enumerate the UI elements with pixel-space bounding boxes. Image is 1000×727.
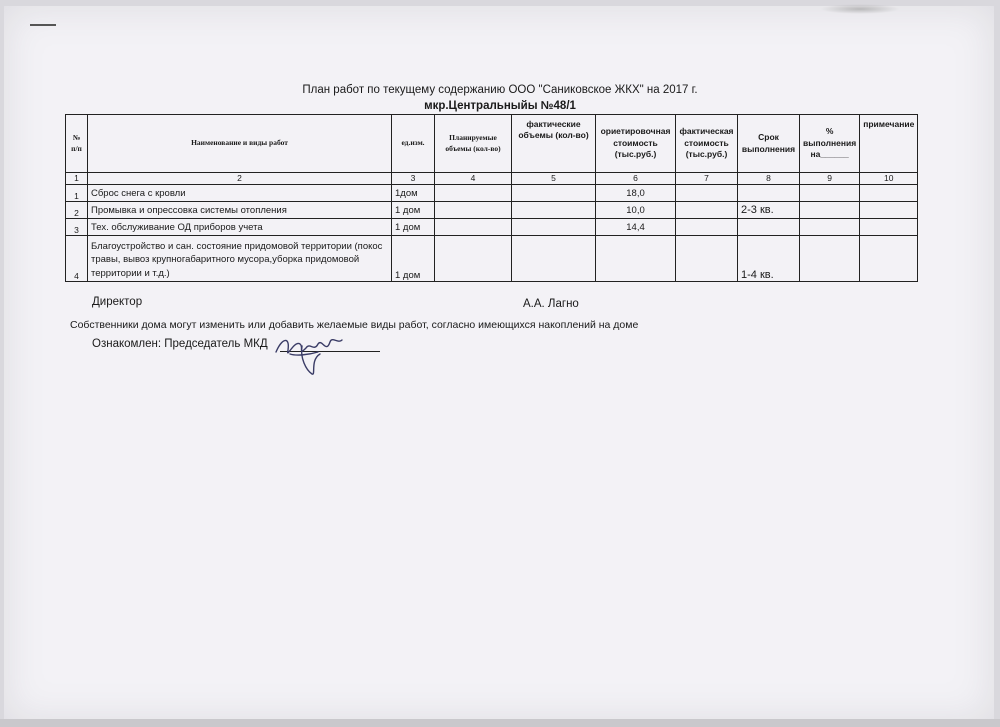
row-name: Благоустройство и сан. состояние придомовой территории (покос травы, вывоз крупногабаритного мусора,уборка придомовой территории и т.д.) <box>88 236 392 282</box>
row-percent <box>800 202 860 219</box>
row-unit: 1дом <box>392 185 435 202</box>
column-number: 4 <box>435 173 512 185</box>
handwritten-signature <box>272 330 352 378</box>
column-number: 5 <box>512 173 596 185</box>
header-unit: ед.изм. <box>392 115 435 173</box>
row-est-cost: 14,4 <box>596 219 676 236</box>
row-percent <box>800 219 860 236</box>
scan-mark <box>30 24 56 26</box>
work-plan-table <box>65 114 918 282</box>
row-est-cost <box>596 236 676 282</box>
row-actual <box>512 185 596 202</box>
document-subtitle: мкр.Центральныйы №48/1 <box>424 100 576 112</box>
table-row <box>66 236 918 282</box>
header-term: Срок выполнения <box>738 115 800 173</box>
header-note: примечание <box>860 115 918 173</box>
row-term <box>738 219 800 236</box>
row-note <box>860 219 918 236</box>
row-planned <box>435 202 512 219</box>
row-actual <box>512 219 596 236</box>
row-actual-cost <box>676 202 738 219</box>
column-number: 1 <box>66 173 88 185</box>
row-actual <box>512 236 596 282</box>
row-unit: 1 дом <box>392 202 435 219</box>
director-label: Директор <box>92 296 143 308</box>
row-planned <box>435 236 512 282</box>
header-name: Наименование и виды работ <box>88 115 392 173</box>
column-number: 9 <box>800 173 860 185</box>
table-row <box>66 185 918 202</box>
owners-note: Собственники дома могут изменить или добавить желаемые виды работ, согласно имеющихся накоплений на доме <box>70 319 639 331</box>
row-num: 3 <box>66 219 88 236</box>
row-name: Сброс снега с кровли <box>88 185 392 202</box>
row-note <box>860 185 918 202</box>
row-term: 1-4 кв. <box>738 236 800 282</box>
header-actual: фактические объемы (кол-во) <box>512 115 596 173</box>
column-number: 3 <box>392 173 435 185</box>
row-est-cost: 18,0 <box>596 185 676 202</box>
row-actual-cost <box>676 219 738 236</box>
row-name: Промывка и опрессовка системы отопления <box>88 202 392 219</box>
director-name: А.А. Лагно <box>523 298 579 310</box>
row-actual <box>512 202 596 219</box>
row-actual-cost <box>676 236 738 282</box>
column-number: 10 <box>860 173 918 185</box>
header-est-cost: ориетировочная стоимость (тыс.руб.) <box>596 115 676 173</box>
header-planned: Планируемые объемы (кол-во) <box>435 115 512 173</box>
header-percent: % выполнения на______ <box>800 115 860 173</box>
row-planned <box>435 219 512 236</box>
document-title: План работ по текущему содержанию ООО "Саниковское ЖКХ" на 2017 г. <box>302 84 698 96</box>
table-row <box>66 202 918 219</box>
row-est-cost: 10,0 <box>596 202 676 219</box>
header-row <box>66 115 918 173</box>
row-percent <box>800 236 860 282</box>
row-note <box>860 236 918 282</box>
row-num: 4 <box>66 236 88 282</box>
row-unit: 1 дом <box>392 219 435 236</box>
row-unit: 1 дом <box>392 236 435 282</box>
row-actual-cost <box>676 185 738 202</box>
row-note <box>860 202 918 219</box>
row-num: 1 <box>66 185 88 202</box>
row-name: Тех. обслуживание ОД приборов учета <box>88 219 392 236</box>
row-planned <box>435 185 512 202</box>
column-number-row <box>66 173 918 185</box>
acknowledgement-text: Ознакомлен: Председатель МКД <box>92 338 268 350</box>
header-actual-cost: фактическая стоимость (тыс.руб.) <box>676 115 738 173</box>
row-percent <box>800 185 860 202</box>
table-row <box>66 219 918 236</box>
row-term: 2-3 кв. <box>738 202 800 219</box>
row-term <box>738 185 800 202</box>
column-number: 7 <box>676 173 738 185</box>
column-number: 6 <box>596 173 676 185</box>
column-number: 2 <box>88 173 392 185</box>
scan-smudge <box>820 4 900 14</box>
scan-edge <box>0 719 1000 727</box>
column-number: 8 <box>738 173 800 185</box>
header-num: № п/п <box>66 115 88 173</box>
row-num: 2 <box>66 202 88 219</box>
